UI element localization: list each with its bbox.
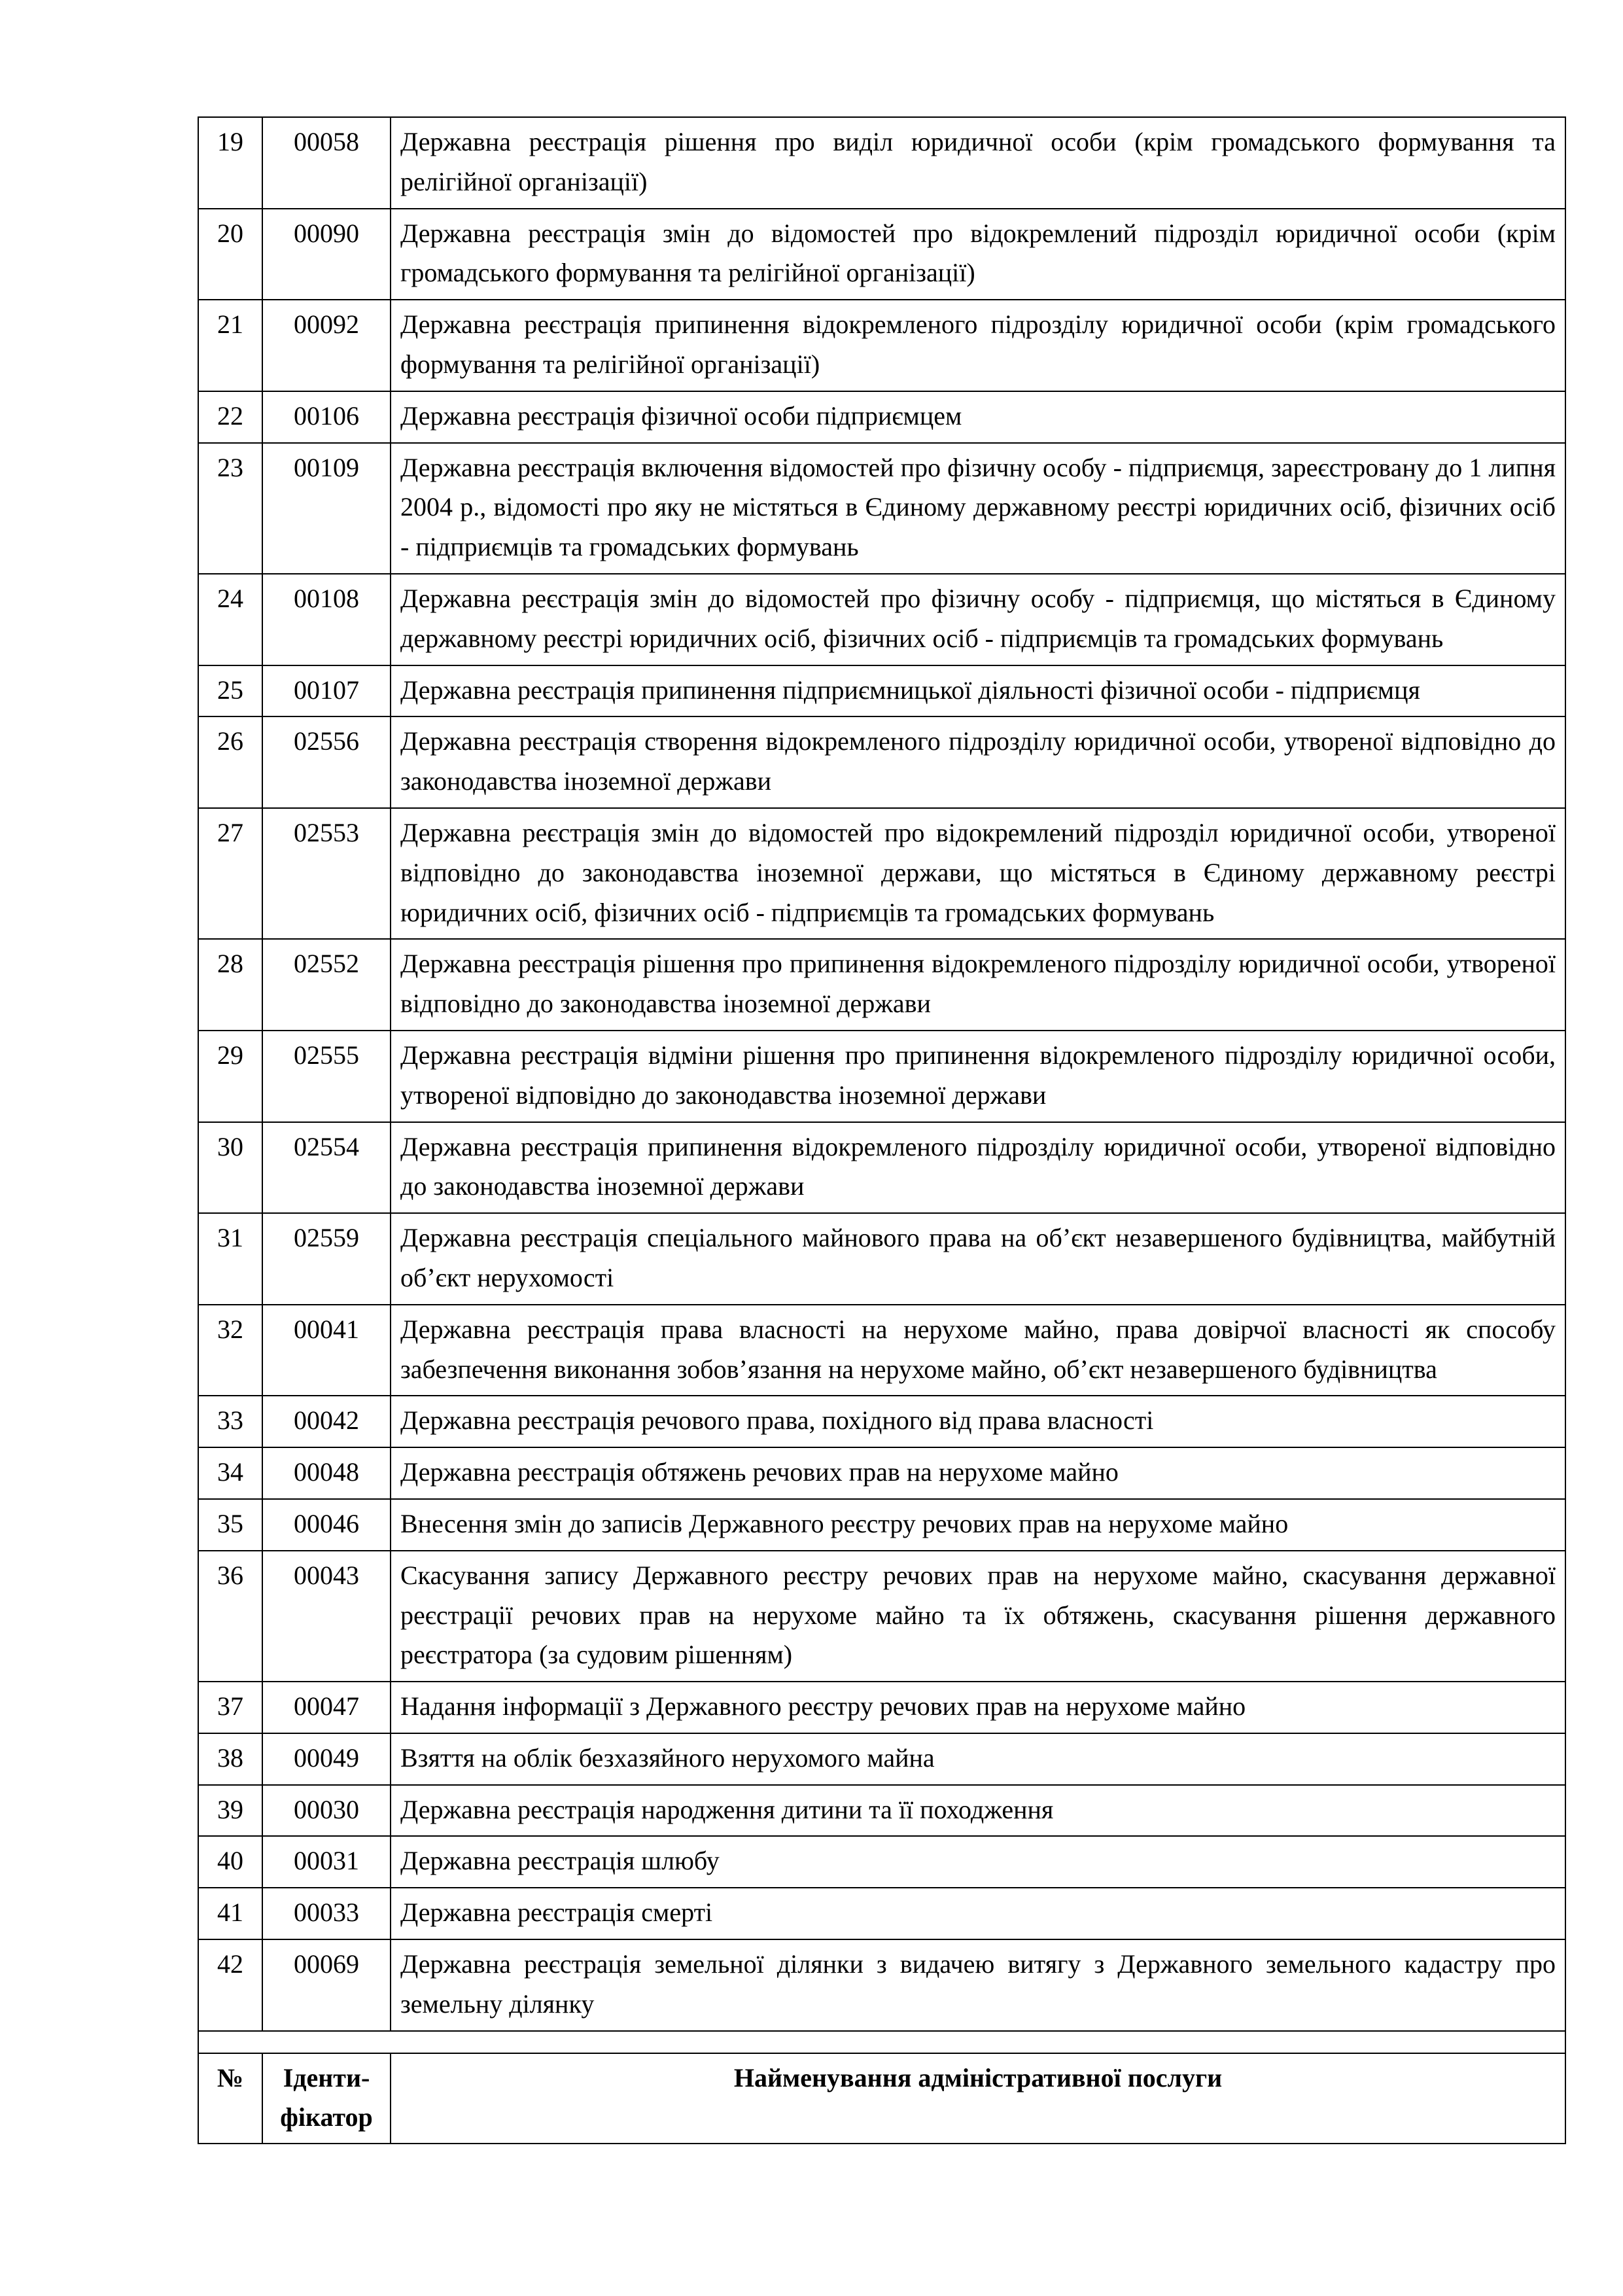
row-number-cell: 30 — [198, 1122, 262, 1214]
service-name-cell: Державна реєстрація змін до відомостей про відокремлений підрозділ юридичної особи, утвореної відповідно до законодавства іноземної держави, що містяться в Єдиному державному реєстрі юридичних осіб, фізичних осіб - підприємців та громадських формувань — [391, 808, 1565, 939]
service-identifier-cell: 02552 — [262, 939, 391, 1031]
table-row — [198, 1682, 1565, 1733]
table-row — [198, 1733, 1565, 1785]
header-identifier-cell — [262, 2053, 391, 2144]
service-identifier-cell: 00030 — [262, 1785, 391, 1837]
table-row — [198, 716, 1565, 808]
header-service-name-cell: Найменування адміністративної послуги — [391, 2053, 1565, 2144]
row-number-cell: 19 — [198, 117, 262, 209]
service-name-cell: Державна реєстрація шлюбу — [391, 1836, 1565, 1888]
table-spacer-row — [198, 2031, 1565, 2053]
row-number-cell: 22 — [198, 391, 262, 443]
service-name-cell: Внесення змін до записів Державного реєстру речових прав на нерухоме майно — [391, 1499, 1565, 1551]
service-name-cell: Державна реєстрація речового права, похідного від права власності — [391, 1396, 1565, 1447]
table-row — [198, 808, 1565, 939]
service-name-cell: Державна реєстрація рішення про припинення відокремленого підрозділу юридичної особи, утвореної відповідно до законодавства іноземної держави — [391, 939, 1565, 1031]
table-row — [198, 300, 1565, 391]
service-name-cell: Державна реєстрація народження дитини та її походження — [391, 1785, 1565, 1837]
table-row — [198, 1396, 1565, 1447]
service-identifier-cell: 02556 — [262, 716, 391, 808]
row-number-cell: 32 — [198, 1305, 262, 1396]
row-number-cell: 28 — [198, 939, 262, 1031]
service-identifier-cell: 00043 — [262, 1551, 391, 1682]
row-number-cell: 40 — [198, 1836, 262, 1888]
service-identifier-cell: 00042 — [262, 1396, 391, 1447]
row-number-cell: 33 — [198, 1396, 262, 1447]
table-row — [198, 443, 1565, 574]
row-number-cell: 24 — [198, 574, 262, 665]
row-number-cell: 34 — [198, 1447, 262, 1499]
table-row — [198, 1031, 1565, 1122]
row-number-cell: 26 — [198, 716, 262, 808]
service-name-cell: Державна реєстрація спеціального майнового права на об’єкт незавершеного будівництва, майбутній об’єкт нерухомості — [391, 1213, 1565, 1305]
service-name-cell: Державна реєстрація припинення відокремленого підрозділу юридичної особи, утвореної відповідно до законодавства іноземної держави — [391, 1122, 1565, 1214]
row-number-cell: 38 — [198, 1733, 262, 1785]
row-number-cell: 37 — [198, 1682, 262, 1733]
service-name-cell: Державна реєстрація рішення про виділ юридичної особи (крім громадського формування та релігійної організації) — [391, 117, 1565, 209]
header-number-cell: № — [198, 2053, 262, 2144]
service-name-cell: Скасування запису Державного реєстру речових прав на нерухоме майно, скасування державної реєстрації речових прав на нерухоме майно та їх обтяжень, скасування рішення державного реєстратора (за судовим рішенням) — [391, 1551, 1565, 1682]
service-name-cell: Державна реєстрація припинення відокремленого підрозділу юридичної особи (крім громадського формування та релігійної організації) — [391, 300, 1565, 391]
service-identifier-cell: 00107 — [262, 665, 391, 717]
row-number-cell: 41 — [198, 1888, 262, 1939]
table-row — [198, 117, 1565, 209]
row-number-cell: 23 — [198, 443, 262, 574]
service-name-cell: Державна реєстрація смерті — [391, 1888, 1565, 1939]
table-row — [198, 665, 1565, 717]
row-number-cell: 42 — [198, 1939, 262, 2031]
service-identifier-cell: 00109 — [262, 443, 391, 574]
table-row — [198, 391, 1565, 443]
table-spacer-cell — [198, 2031, 1565, 2053]
row-number-cell: 27 — [198, 808, 262, 939]
service-identifier-cell: 00047 — [262, 1682, 391, 1733]
table-body — [198, 117, 1565, 2144]
table-header-row — [198, 2053, 1565, 2144]
service-identifier-cell: 00090 — [262, 209, 391, 300]
row-number-cell: 20 — [198, 209, 262, 300]
service-identifier-cell: 00069 — [262, 1939, 391, 2031]
service-name-cell: Державна реєстрація створення відокремленого підрозділу юридичної особи, утвореної відповідно до законодавства іноземної держави — [391, 716, 1565, 808]
table-row — [198, 1785, 1565, 1837]
service-identifier-cell: 00108 — [262, 574, 391, 665]
service-name-cell: Державна реєстрація відміни рішення про припинення відокремленого підрозділу юридичної особи, утвореної відповідно до законодавства іноземної держави — [391, 1031, 1565, 1122]
service-identifier-cell: 02555 — [262, 1031, 391, 1122]
service-identifier-cell: 00041 — [262, 1305, 391, 1396]
table-row — [198, 1888, 1565, 1939]
table-row — [198, 209, 1565, 300]
service-name-cell: Державна реєстрація земельної ділянки з видачею витягу з Державного земельного кадастру про земельну ділянку — [391, 1939, 1565, 2031]
table-row — [198, 1122, 1565, 1214]
row-number-cell: 39 — [198, 1785, 262, 1837]
service-name-cell: Державна реєстрація змін до відомостей про відокремлений підрозділ юридичної особи (крім громадського формування та релігійної організації) — [391, 209, 1565, 300]
service-identifier-cell: 00092 — [262, 300, 391, 391]
row-number-cell: 29 — [198, 1031, 262, 1122]
row-number-cell: 35 — [198, 1499, 262, 1551]
service-name-cell: Державна реєстрація права власності на нерухоме майно, права довірчої власності як способу забезпечення виконання зобов’язання на нерухоме майно, об’єкт незавершеного будівництва — [391, 1305, 1565, 1396]
table-row — [198, 1447, 1565, 1499]
administrative-services-table — [198, 116, 1566, 2144]
table-row — [198, 1939, 1565, 2031]
service-name-cell: Державна реєстрація припинення підприємницької діяльності фізичної особи - підприємця — [391, 665, 1565, 717]
service-identifier-cell: 02553 — [262, 808, 391, 939]
service-name-cell: Надання інформації з Державного реєстру речових прав на нерухоме майно — [391, 1682, 1565, 1733]
service-identifier-cell: 00048 — [262, 1447, 391, 1499]
service-identifier-cell: 02554 — [262, 1122, 391, 1214]
table-row — [198, 1499, 1565, 1551]
header-identifier-line-1: Іденти- — [283, 2062, 370, 2093]
table-row — [198, 1551, 1565, 1682]
table-row — [198, 1305, 1565, 1396]
row-number-cell: 21 — [198, 300, 262, 391]
service-name-cell: Державна реєстрація обтяжень речових прав на нерухоме майно — [391, 1447, 1565, 1499]
row-number-cell: 31 — [198, 1213, 262, 1305]
table-row — [198, 1213, 1565, 1305]
service-identifier-cell: 00046 — [262, 1499, 391, 1551]
service-identifier-cell: 00106 — [262, 391, 391, 443]
service-name-cell: Державна реєстрація змін до відомостей про фізичну особу - підприємця, що містяться в Єдиному державному реєстрі юридичних осіб, фізичних осіб - підприємців та громадських формувань — [391, 574, 1565, 665]
table-row — [198, 574, 1565, 665]
table-row — [198, 1836, 1565, 1888]
row-number-cell: 36 — [198, 1551, 262, 1682]
service-identifier-cell: 02559 — [262, 1213, 391, 1305]
service-identifier-cell: 00033 — [262, 1888, 391, 1939]
service-name-cell: Взяття на облік безхазяйного нерухомого майна — [391, 1733, 1565, 1785]
table-row — [198, 939, 1565, 1031]
header-identifier-line-2: фікатор — [280, 2102, 373, 2132]
service-name-cell: Державна реєстрація включення відомостей про фізичну особу - підприємця, зареєстровану до 1 липня 2004 р., відомості про яку не містяться в Єдиному державному реєстрі юридичних осіб, фізичних осіб - підприємців та громадських формувань — [391, 443, 1565, 574]
service-name-cell: Державна реєстрація фізичної особи підприємцем — [391, 391, 1565, 443]
row-number-cell: 25 — [198, 665, 262, 717]
service-identifier-cell: 00058 — [262, 117, 391, 209]
service-identifier-cell: 00031 — [262, 1836, 391, 1888]
service-identifier-cell: 00049 — [262, 1733, 391, 1785]
